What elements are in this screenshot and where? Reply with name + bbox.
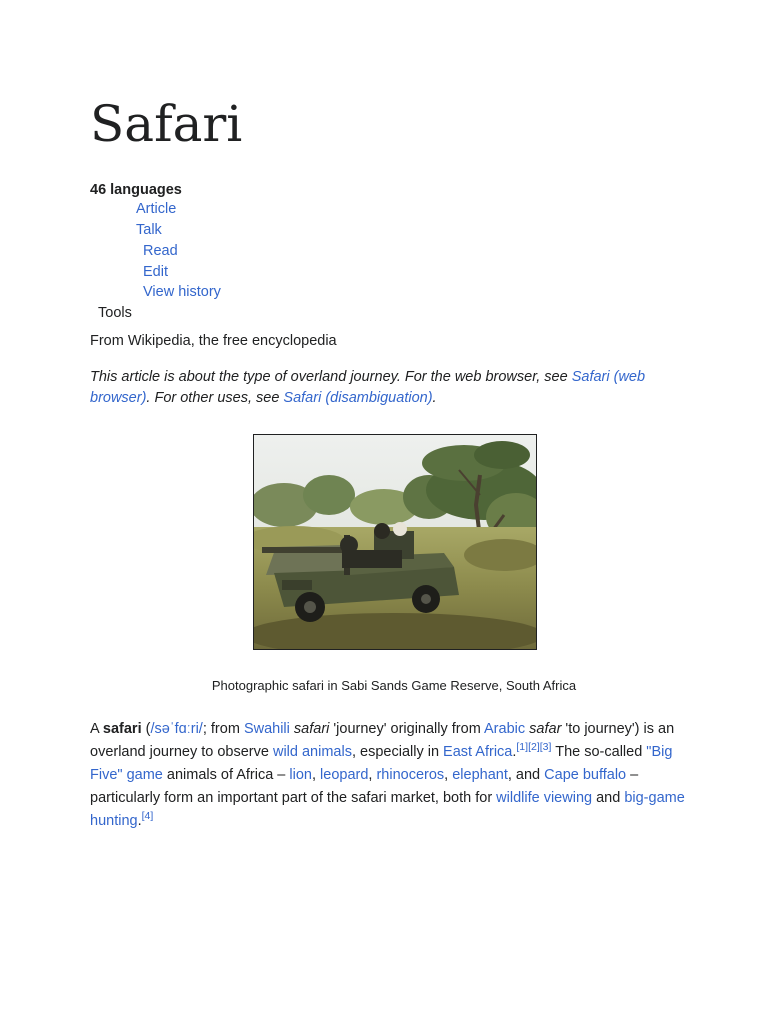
intro-text: , [444, 767, 453, 783]
east-africa-link[interactable]: East Africa [443, 744, 513, 760]
big-five-link[interactable]: "Big Five" [90, 744, 673, 783]
hatnote-text: . For other uses, see [146, 389, 284, 406]
wildlife-viewing-link[interactable]: wildlife viewing [496, 790, 593, 806]
swahili-link[interactable]: Swahili [243, 721, 290, 737]
intro-text: animals of Africa – [162, 767, 290, 783]
cape-buffalo-link[interactable]: Cape buffalo [544, 767, 627, 783]
view-edit[interactable]: Edit [143, 264, 168, 280]
wild-animals-link[interactable]: wild animals [272, 744, 352, 760]
intro-text: and [592, 790, 625, 806]
hatnote-text: This article is about the type of overland journey. For the web browser, see [90, 369, 572, 385]
safari-photo-image [254, 435, 536, 649]
intro-paragraph [90, 718, 690, 833]
intro-text: 'to journey') is an overland journey to observe [90, 721, 675, 760]
hatnote-link-web-browser[interactable]: Safari (web browser) [90, 369, 646, 406]
big-game-hunting-link[interactable]: big-game hunting [90, 790, 685, 829]
intro-text: , [368, 767, 377, 783]
intro-text: The so-called [551, 744, 647, 760]
hatnote-link-disambiguation[interactable]: Safari (disambiguation) [283, 389, 433, 406]
hatnote [90, 367, 690, 408]
game-link[interactable]: game [126, 767, 163, 783]
view-history[interactable]: View history [143, 284, 221, 300]
intro-text: . [137, 813, 142, 829]
intro-text: 'journey' originally from [329, 721, 485, 737]
intro-text: , [311, 767, 321, 783]
intro-text: A [90, 721, 103, 737]
reference-link[interactable]: [3] [539, 741, 552, 754]
intro-bold-term: safari [102, 721, 142, 737]
intro-text: . [512, 744, 517, 760]
intro-text: , especially in [351, 744, 444, 760]
view-read[interactable]: Read [143, 243, 178, 259]
intro-text: ; from [202, 721, 244, 737]
reference-link[interactable]: [2] [528, 741, 540, 754]
intro-text: , and [507, 767, 545, 783]
reference-link[interactable]: [4] [141, 810, 154, 823]
lion-link[interactable]: lion [289, 767, 312, 783]
reference-link[interactable]: [1] [516, 741, 529, 754]
tab-talk[interactable]: Talk [136, 222, 162, 238]
tools-menu[interactable]: Tools [98, 305, 132, 321]
leopard-link[interactable]: leopard [320, 767, 369, 783]
intro-italic-term: safar [529, 721, 562, 737]
elephant-link[interactable]: elephant [452, 767, 508, 783]
intro-text: – particularly form an important part of the safari market, both for [90, 767, 639, 806]
arabic-link[interactable]: Arabic [484, 721, 526, 737]
page-title: Safari [90, 95, 243, 153]
figure-caption: Photographic safari in Sabi Sands Game Reserve, South Africa [211, 678, 577, 693]
ipa-link[interactable]: /səˈfɑːri/ [150, 721, 203, 737]
hatnote-text: . [432, 389, 437, 406]
intro-italic-term: safari [293, 721, 330, 737]
tab-article[interactable]: Article [136, 201, 177, 217]
site-tagline: From Wikipedia, the free encyclopedia [90, 333, 337, 349]
rhinoceros-link[interactable]: rhinoceros [376, 767, 445, 783]
safari-photo[interactable] [253, 434, 537, 650]
intro-text: ( [141, 721, 151, 737]
language-selector[interactable]: 46 languages [90, 182, 182, 198]
